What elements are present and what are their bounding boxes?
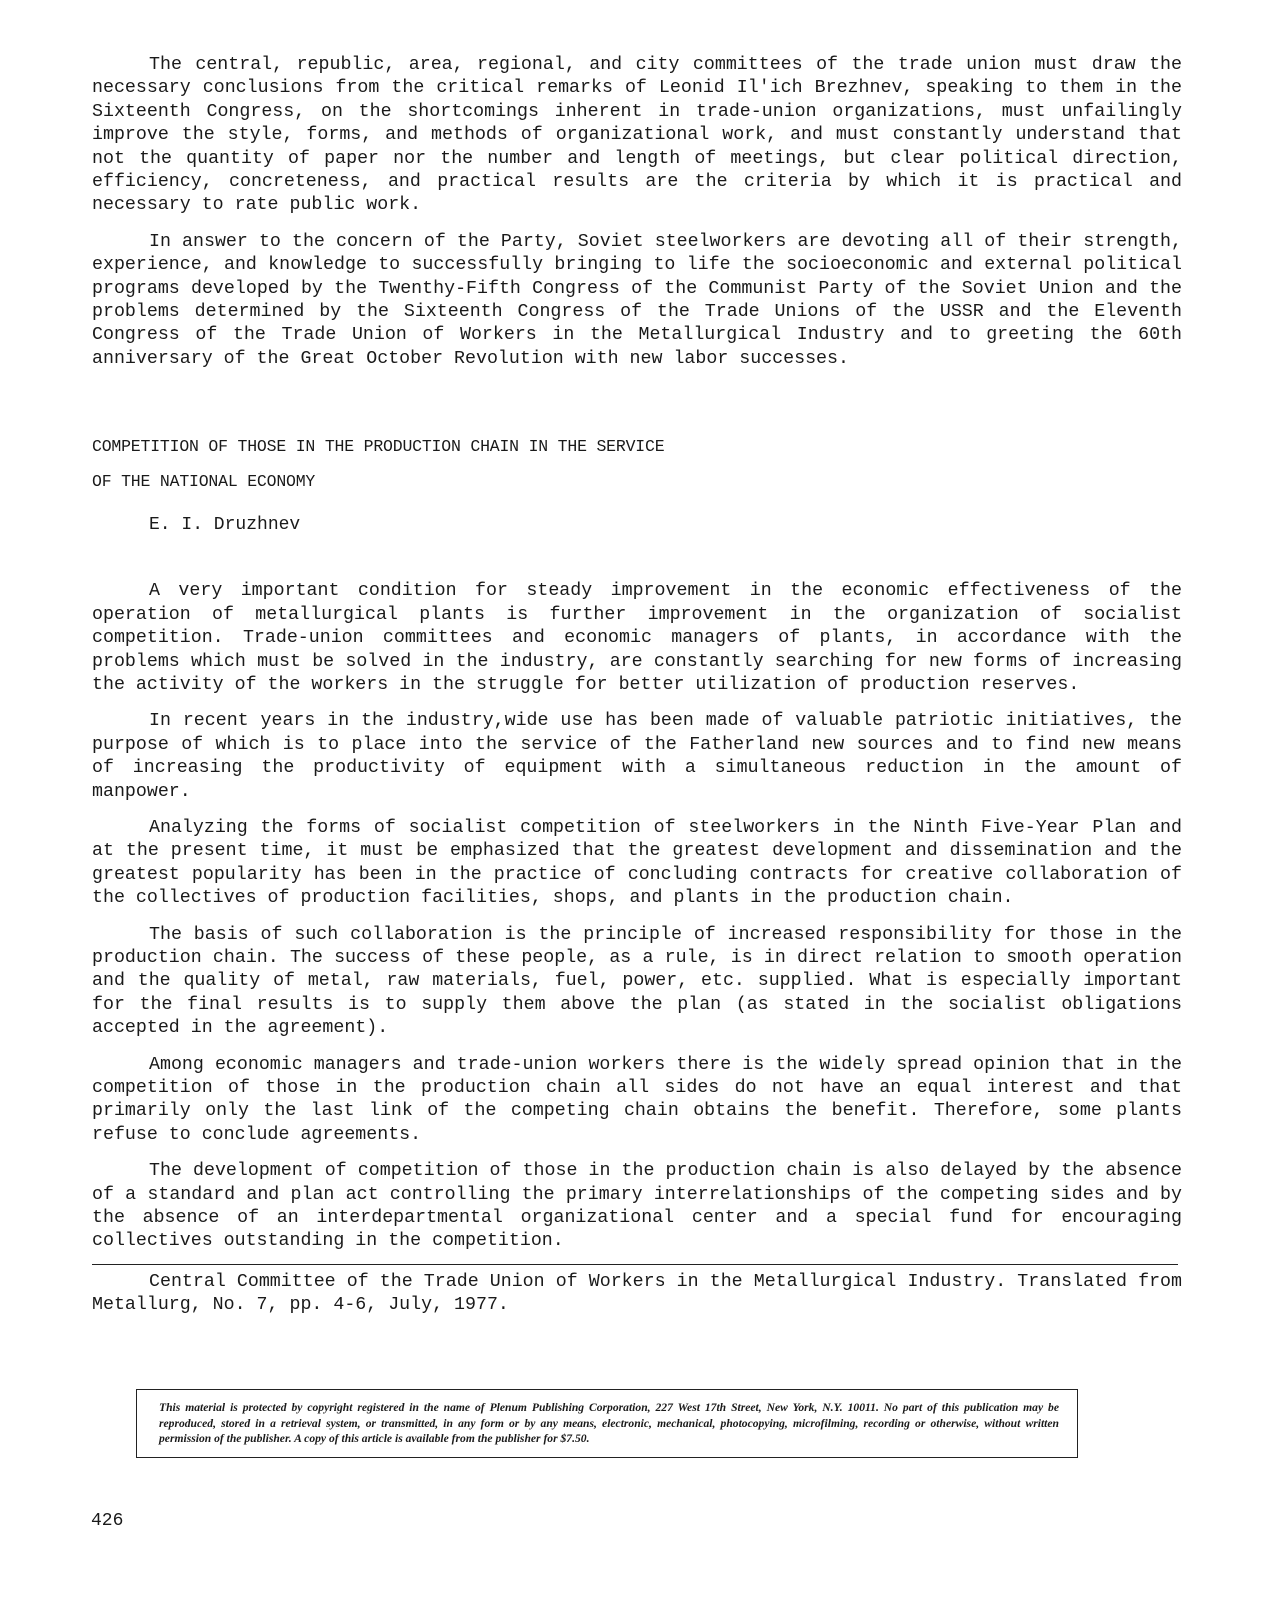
intro-paragraph-2: In answer to the concern of the Party, Soviet steelworkers are devoting all of their strength, experience, and knowledge to successfully bringing to life the socioeconomic and external political programs developed by the Twenthy-Fifth Congress of the Communist Party of the Soviet Union and the problems determined by the Sixteenth Congress of the Trade Unions of the USSR and the Eleventh Congress of the Trade Union of Workers in the Metallurgical Industry and to greeting the 60th anniversary of the Great October Revolution with new labor successes. — [92, 231, 1182, 369]
body-paragraph-3: Analyzing the forms of socialist competition of steelworkers in the Ninth Five-Year Plan and at the present time, it must be emphasized that the greatest development and dissemination and the greatest popularity has been in the practice of concluding contracts for creative collaboration of the collectives of production facilities, shops, and plants in the production chain. — [92, 817, 1182, 909]
body-paragraph-1: A very important condition for steady improvement in the economic effectiveness of the operation of metallurgical plants is further improvement in the organization of socialist competition. Trade-union committees and economic managers of plants, in accordance with the problems which must be solved in the industry, are constantly searching for new forms of increasing the activity of the workers in the struggle for better utilization of production reserves. — [92, 581, 1182, 695]
footnote: Central Committee of the Trade Union of Workers in the Metallurgical Industry. Translated from Metallurg, No. 7, pp. 4-6, July, 1977. — [92, 1271, 1182, 1316]
article-author: E. I. Druzhnev — [149, 515, 301, 536]
footnote-divider — [92, 1264, 1178, 1265]
page-content — [92, 54, 1182, 1318]
page-number: 426 — [91, 1511, 124, 1531]
article-body — [92, 580, 1182, 1254]
copyright-notice-box: This material is protected by copyright registered in the name of Plenum Publishing Corporation, 227 West 17th Street, New York, N.Y. 10011. No part of this publication may be reproduced, stored in a retrieval system, or transmitted, in any form or by any means, electronic, mechanical, photocopying, microfilming, recording or otherwise, without written permission of the publisher. A copy of this article is available from the publisher for $7.50. — [136, 1389, 1078, 1458]
article-title-line-2: OF THE NATIONAL ECONOMY — [92, 472, 316, 492]
body-paragraph-2: In recent years in the industry,wide use has been made of valuable patriotic initiatives, the purpose of which is to place into the service of the Fatherland new sources and to find new means of increasing the productivity of equipment with a simultaneous reduction in the amount of manpower. — [92, 711, 1182, 802]
body-paragraph-4: The basis of such collaboration is the principle of increased responsibility for those in the production chain. The success of these people, as a rule, is in direct relation to smooth operation and the quality of metal, raw materials, fuel, power, etc. supplied. What is especially important for the final results is to supply them above the plan (as stated in the socialist obligations accepted in the agreement). — [92, 924, 1182, 1039]
body-paragraph-5: Among economic managers and trade-union workers there is the widely spread opinion that in the competition of those in the production chain all sides do not have an equal interest and that primarily only the last link of the competing chain obtains the benefit. Therefore, some plants refuse to conclude agreements. — [92, 1054, 1182, 1145]
intro-paragraph-1: The central, republic, area, regional, and city committees of the trade union must draw the necessary conclusions from the critical remarks of Leonid Il'ich Brezhnev, speaking to them in the Sixteenth Congress, on the shortcomings inherent in trade-union organizations, must unfailingly improve the style, forms, and methods of organizational work, and must constantly understand that not the quantity of paper nor the number and length of meetings, but clear political direction, efficiency, concreteness, and practical results are the criteria by which it is practical and necessary to rate public work. — [92, 55, 1182, 216]
article-title-line-1: COMPETITION OF THOSE IN THE PRODUCTION CHAIN IN THE SERVICE — [92, 437, 665, 457]
body-paragraph-6: The development of competition of those in the production chain is also delayed by the absence of a standard and plan act controlling the primary interrelationships of the competing sides and by the absence of an interdepartmental organizational center and a special fund for encouraging collectives outstanding in the competition. — [92, 1161, 1182, 1252]
